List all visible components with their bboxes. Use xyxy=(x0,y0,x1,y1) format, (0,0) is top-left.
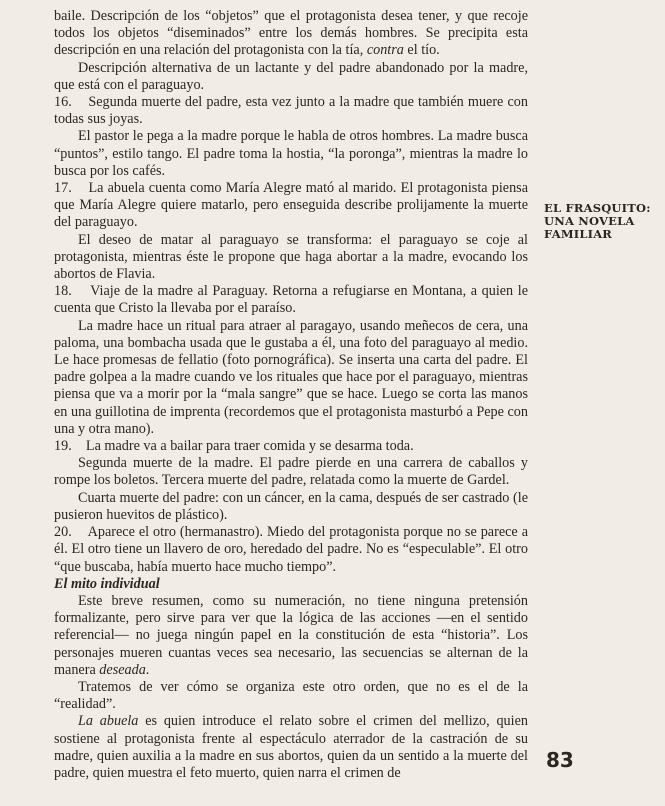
paragraph xyxy=(54,283,528,317)
text-run: 18. Viaje de la madre al Paraguay. Retorna a refugiarse en Montana, a quien le cuenta que Cristo la llevaba por el paraíso. xyxy=(54,283,528,317)
paragraph xyxy=(54,8,528,60)
paragraph xyxy=(54,713,528,782)
text-run: baile. Descripción de los “objetos” que el protagonista desea tener, y que recoje todos los objetos “diseminados” entre los demás hombres. Se precipita esta descripción en una relación del protagonista con la tía, xyxy=(54,8,528,59)
paragraph xyxy=(54,455,528,489)
paragraph xyxy=(54,318,528,438)
text-run: 20. Aparece el otro (hermanastro). Miedo del protagonista porque no se parece a él. El otro tiene un llavero de oro, heredado del padre. No es “especulable”. El otro “que buscaba, había muerto hace mucho tiempo”. xyxy=(54,524,528,575)
text-run: . xyxy=(145,661,150,678)
running-header-line-1: EL FRASQUITO: xyxy=(544,201,651,215)
paragraph xyxy=(54,524,528,576)
text-run: 19. La madre va a bailar para traer comida y se desarma toda. xyxy=(54,438,414,455)
running-header xyxy=(544,202,656,241)
italic-text: La abuela xyxy=(78,713,139,730)
text-run: Este breve resumen, como su numeración, no tiene ninguna pretensión formalizante, pero sirve para ver que la lógica de las acciones —en el sentido referencial— no juega ningún papel en la constitución de esta “historia”. Los personajes mueren cuantas veces sea necesario, las secuencias se alternan de la manera xyxy=(54,592,528,678)
text-run: La madre hace un ritual para atraer al paragayo, usando meñecos de cera, una paloma, una bombacha usada que le gustaba a él, una foto del paraguayo al medio. Le hace promesas de fellatio (foto pornográfica). Se inserta una carta del padre. El padre golpea a la madre cuando ve los rituales que hace por el paraguayo, mientras piensa que va a morir por la “mala sangre” que se hace. Luego se corta las manos en una guillotina de imprenta (recordemos que el protagonista masturbó a Pepe con una y otra mano). xyxy=(54,317,528,437)
text-run: Tratemos de ver cómo se organiza este otro orden, que no es el de la “realidad”. xyxy=(54,678,528,713)
paragraph xyxy=(54,490,528,524)
running-header-line-3: FAMILIAR xyxy=(544,227,613,241)
paragraph xyxy=(54,128,528,180)
running-header-line-2: UNA NOVELA xyxy=(544,214,635,228)
text-run: 16. Segunda muerte del padre, esta vez junto a la madre que también muere con todas sus joyas. xyxy=(54,94,528,128)
text-run: Descripción alternativa de un lactante y del padre abandonado por la madre, que está con el paraguayo. xyxy=(54,59,528,93)
text-run: Segunda muerte de la madre. El padre pierde en una carrera de caballos y rompe los boletos. Tercera muerte del padre, relatada como la muerte de Gardel. xyxy=(54,455,528,489)
paragraph xyxy=(54,60,528,94)
page-number: 83 xyxy=(546,748,574,772)
text-run: el tío. xyxy=(403,42,440,59)
italic-text: deseada xyxy=(99,661,146,678)
paragraph xyxy=(54,180,528,232)
text-run: es quien introduce el relato sobre el crimen del mellizo, quien sostiene al protagonista frente al espectáculo aterrador de la castración de su madre, quien auxilia a la madre en sus abortos, quien da un sentido a la muerte del padre, quien muestra el feto muerto, quien narra el crimen de xyxy=(54,713,528,781)
paragraph xyxy=(54,94,528,128)
paragraph xyxy=(54,593,528,679)
paragraph xyxy=(54,679,528,713)
text-run: El pastor le pega a la madre porque le habla de otros hombres. La madre busca “puntos”, estilo tango. El padre toma la hostia, “la poronga”, mientras la madre lo busca por los cafés. xyxy=(54,128,528,179)
paragraph xyxy=(54,438,528,455)
text-run: El mito individual xyxy=(54,575,160,592)
text-run: 17. La abuela cuenta como María Alegre mató al marido. El protagonista piensa que María Alegre quiere matarlo, pero enseguida describe prolijamente la muerte del paraguayo. xyxy=(54,180,528,231)
text-run: El deseo de matar al paraguayo se transforma: el paraguayo se coje al protagonista, mientras éste le propone que haga abortar a la madre, evocando los abortos de Flavia. xyxy=(54,231,528,283)
body-text xyxy=(54,8,528,782)
section-heading xyxy=(54,576,528,593)
paragraph xyxy=(54,232,528,284)
text-run: Cuarta muerte del padre: con un cáncer, en la cama, después de ser castrado (le pusieron huevitos de plástico). xyxy=(54,489,528,523)
italic-text: contra xyxy=(366,42,404,59)
